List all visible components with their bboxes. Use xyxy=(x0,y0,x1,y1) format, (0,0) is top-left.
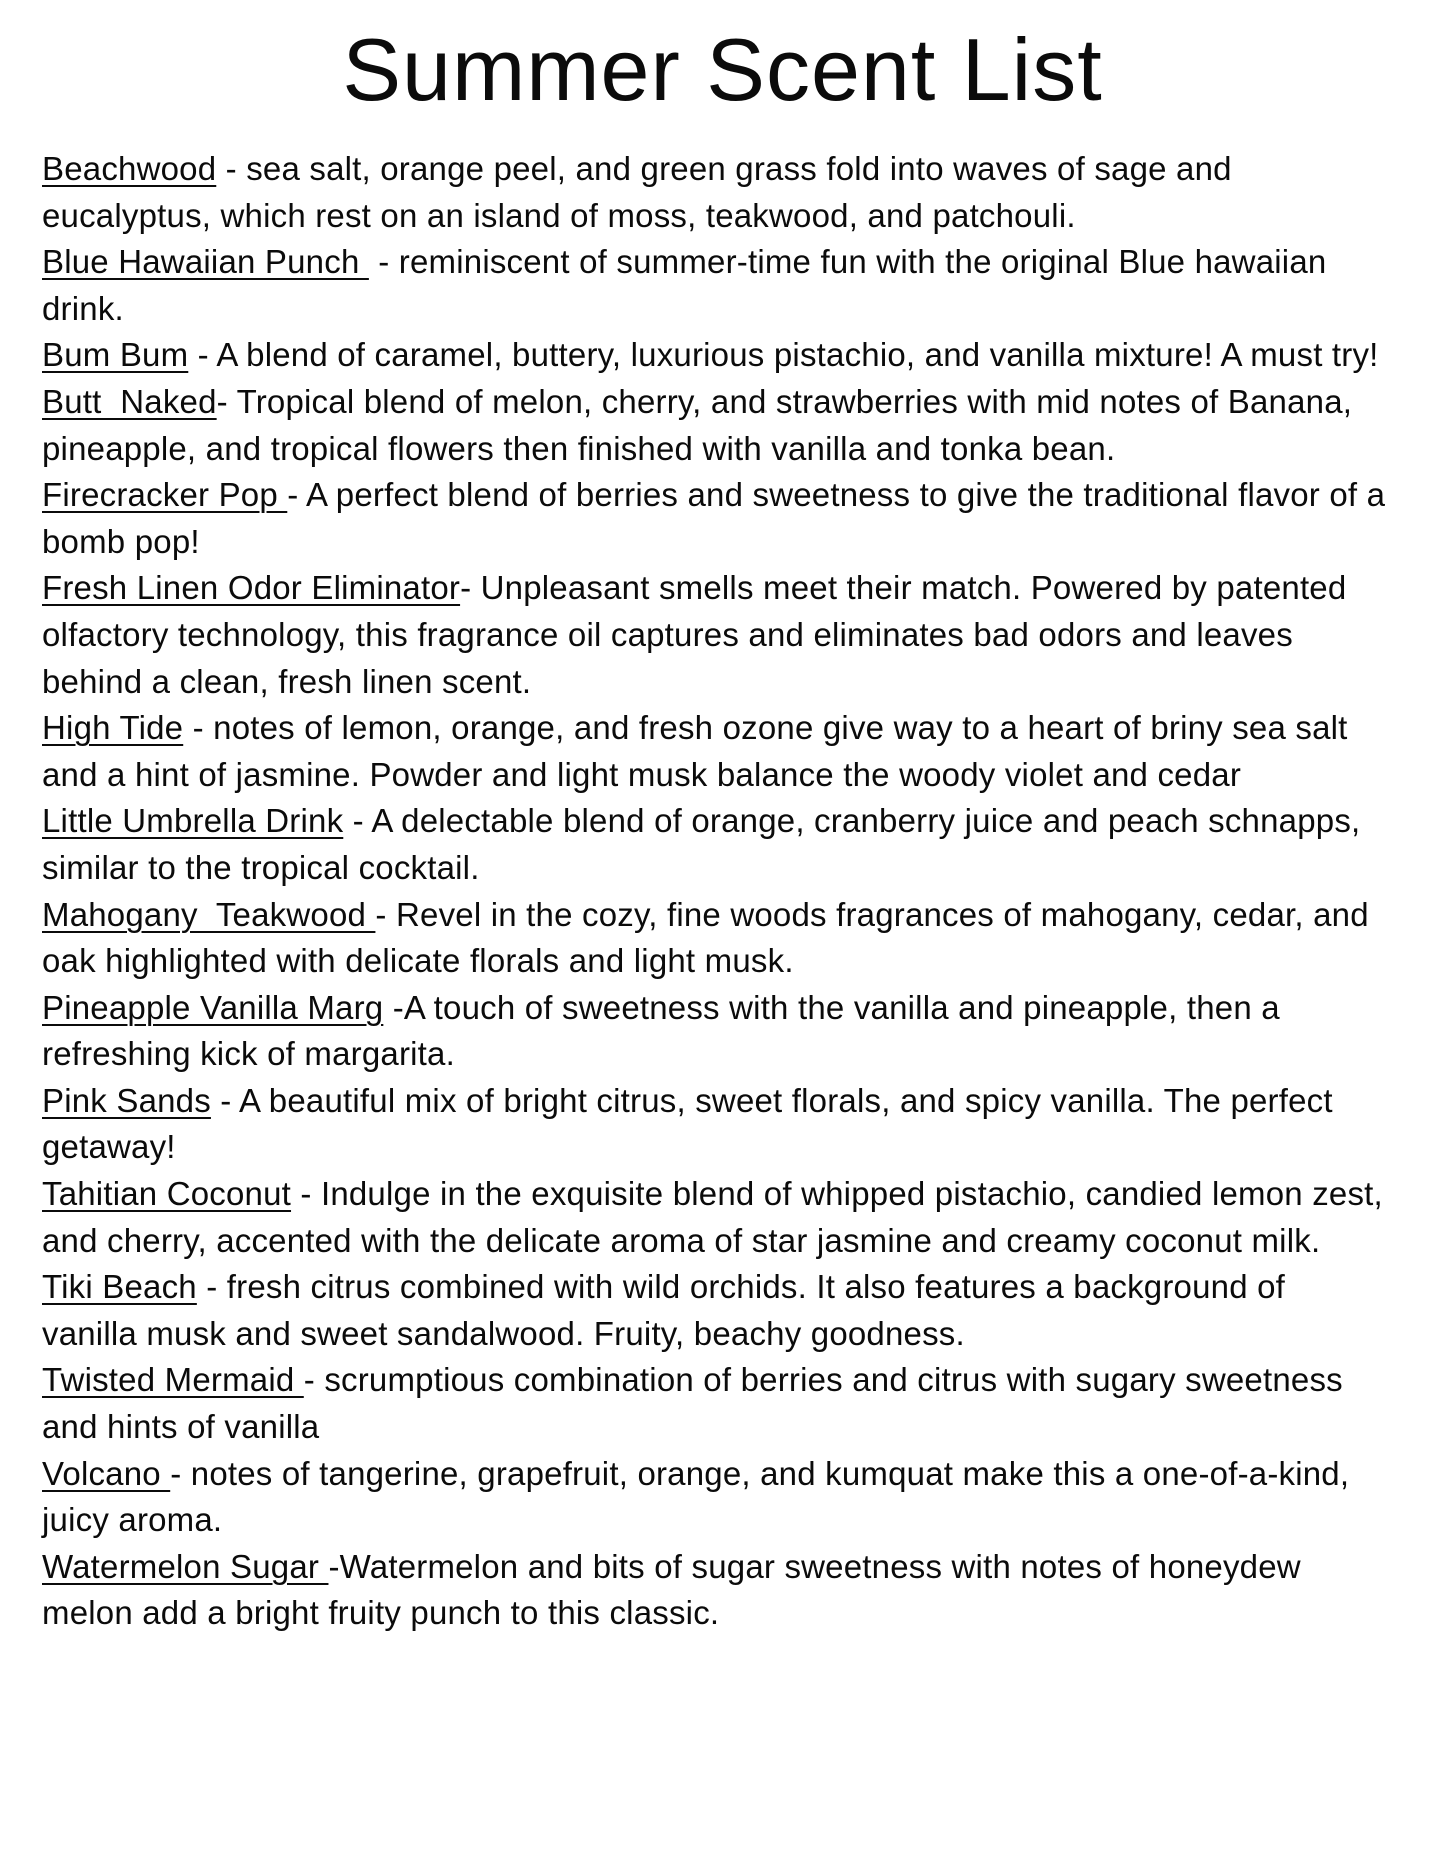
scent-entry xyxy=(42,798,1387,891)
scent-description: - fresh citrus combined with wild orchids. It also features a background of vanilla musk and sweet sandalwood. Fruity, beachy goodness. xyxy=(42,1268,1295,1352)
scent-description: - A perfect blend of berries and sweetness to give the traditional flavor of a bomb pop! xyxy=(42,476,1395,560)
scent-entry xyxy=(42,565,1387,705)
scent-name: Beachwood xyxy=(42,150,217,187)
scent-description: - notes of lemon, orange, and fresh ozone give way to a heart of briny sea salt and a hint of jasmine. Powder and light musk balance the woody violet and cedar xyxy=(42,709,1357,793)
scent-name: Bum Bum xyxy=(42,336,189,374)
scent-description: - Tropical blend of melon, cherry, and strawberries with mid notes of Banana, pineapple, and tropical flowers then finished with vanilla and tonka bean. xyxy=(42,382,1362,467)
scent-description: -Watermelon and bits of sugar sweetness with notes of honeydew melon add a bright fruity punch to this classic. xyxy=(42,1547,1311,1632)
scent-description: - sea salt, orange peel, and green grass fold into waves of sage and eucalyptus, which rest on an island of moss, teakwood, and patchouli. xyxy=(42,150,1242,234)
scent-name: Fresh Linen Odor Eliminator xyxy=(42,569,461,607)
scent-name: Watermelon Sugar xyxy=(42,1547,329,1585)
scent-name: High Tide xyxy=(42,709,184,747)
scent-entry xyxy=(42,985,1387,1078)
scent-entry xyxy=(42,379,1387,472)
scent-entry xyxy=(42,705,1387,798)
scent-name: Little Umbrella Drink xyxy=(42,802,344,840)
scent-entry xyxy=(42,1078,1387,1171)
scent-name: Pink Sands xyxy=(42,1081,211,1119)
scent-entry xyxy=(42,892,1387,985)
scent-entry xyxy=(42,1357,1387,1450)
scent-description: - Revel in the cozy, fine woods fragrances of mahogany, cedar, and oak highlighted with delicate florals and light musk. xyxy=(42,895,1379,980)
scent-entry xyxy=(42,239,1387,332)
scent-list xyxy=(0,146,1445,1637)
scent-description: - Indulge in the exquisite blend of whipped pistachio, candied lemon zest, and cherry, accented with the delicate aroma of star jasmine and creamy coconut milk. xyxy=(42,1175,1393,1259)
scent-name: Butt Naked xyxy=(42,382,217,420)
scent-name: Twisted Mermaid xyxy=(42,1361,304,1399)
scent-entry xyxy=(42,1264,1387,1357)
scent-name: Mahogany Teakwood xyxy=(42,895,376,933)
scent-entry xyxy=(42,1544,1387,1637)
scent-name: Pineapple Vanilla Marg xyxy=(42,988,384,1026)
page-title: Summer Scent List xyxy=(342,20,1103,119)
scent-entry xyxy=(42,146,1387,239)
scent-entry xyxy=(42,472,1395,565)
scent-entry xyxy=(42,332,1387,379)
scent-description: -A touch of sweetness with the vanilla and pineapple, then a refreshing kick of margarita. xyxy=(42,988,1290,1073)
scent-name: Tiki Beach xyxy=(42,1268,197,1306)
scent-description: - A beautiful mix of bright citrus, sweet florals, and spicy vanilla. The perfect getaway! xyxy=(42,1081,1343,1166)
scent-description: - A delectable blend of orange, cranberry juice and peach schnapps, similar to the tropical cocktail. xyxy=(42,802,1370,886)
scent-description: - A blend of caramel, buttery, luxurious pistachio, and vanilla mixture! A must try! xyxy=(188,336,1379,374)
scent-name: Firecracker Pop xyxy=(42,476,288,514)
scent-description: - Unpleasant smells meet their match. Powered by patented olfactory technology, this fragrance oil captures and eliminates bad odors and leaves behind a clean, fresh linen scent. xyxy=(42,569,1356,700)
scent-description: - scrumptious combination of berries and citrus with sugary sweetness and hints of vanilla xyxy=(42,1361,1353,1446)
scent-name: Tahitian Coconut xyxy=(42,1175,292,1213)
scent-description: - reminiscent of summer-time fun with the original Blue hawaiian drink. xyxy=(42,243,1336,327)
scent-name: Blue Hawaiian Punch xyxy=(42,243,369,281)
scent-name: Volcano xyxy=(42,1454,171,1492)
scent-entry xyxy=(42,1171,1393,1264)
scent-description: - notes of tangerine, grapefruit, orange, and kumquat make this a one-of-a-kind, juicy aroma. xyxy=(42,1454,1359,1539)
scent-entry xyxy=(42,1451,1387,1544)
